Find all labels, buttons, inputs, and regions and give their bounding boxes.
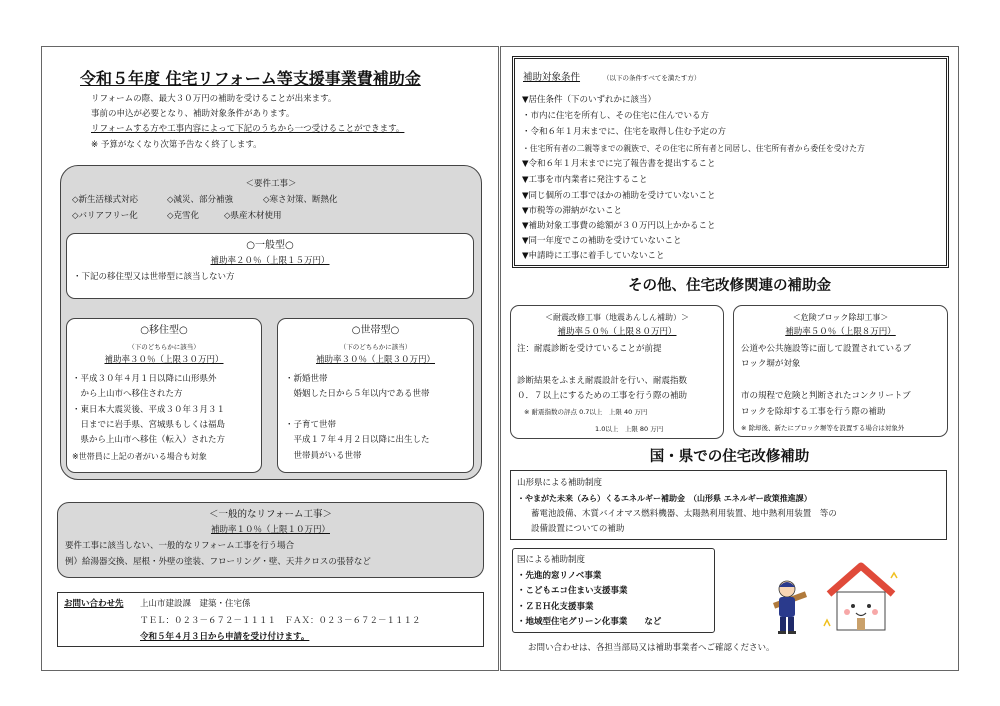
migration-line: ・平成３０年４月１日以降に山形県外	[72, 374, 217, 384]
intro-line-1: リフォームの際、最大３０万円の補助を受けることが出来ます。	[91, 94, 337, 104]
application-notice: 令和５年４月３日から申請を受け付けます。	[140, 632, 310, 642]
requirement-item: ◇減災、部分補強	[167, 195, 234, 205]
intro-line-3: リフォームする方や工事内容によって下記のうちから一つ受けることができます。	[91, 124, 405, 134]
migration-type-sub: （下のどちらかに該当）	[128, 343, 200, 351]
general-reform-line: 例）給湯器交換、屋根・外壁の塗装、フローリング・壁、天井クロスの張替など	[65, 557, 371, 567]
requirement-item: ◇県産木材使用	[224, 211, 282, 221]
national-item: ・こどもエコ住まい支援事業	[517, 586, 628, 596]
general-reform-rate: 補助率１０％（上限１０万円）	[210, 525, 330, 535]
condition-line: ▼工事を市内業者に発注すること	[522, 175, 648, 185]
prefecture-item: ・やまがた未来（みら）くるエネルギー補助金 （山形県 エネルギー政策推進課）	[517, 494, 812, 503]
condition-line: ▼同じ個所の工事でほかの補助を受けていないこと	[522, 191, 716, 201]
prefecture-heading: 山形県による補助制度	[517, 478, 603, 488]
condition-line: ▼令和６年１月末までに完了報告書を提出すること	[522, 159, 716, 169]
contact-phone: ＴＥＬ：０２３－６７２－１１１１ ＦＡＸ：０２３－６７２－１１１２	[140, 616, 421, 626]
seismic-rate: 補助率５０％（上限８０万円）	[557, 327, 677, 337]
requirements-heading: ＜要件工事＞	[245, 179, 297, 189]
household-type-sub: （下のどちらかに該当）	[339, 343, 412, 351]
prefecture-line: 蓄電池設備、木質バイオマス燃料機器、太陽熱利用装置、地中熱利用装置 等の	[531, 509, 837, 519]
migration-type-rate: 補助率３０％（上限３０万円）	[104, 355, 224, 365]
condition-line: ・令和６年１月末までに、住宅を取得し住む予定の方	[522, 127, 727, 137]
migration-line: から上山市へ移住された方	[72, 389, 183, 399]
household-line: 婚姻した日から５年以内である世帯	[285, 389, 430, 399]
requirement-item: ◇新生活様式対応	[72, 195, 139, 205]
migration-line: ・東日本大震災後、平成３０年３月３１	[72, 405, 226, 415]
general-type-title: ○一般型○	[246, 240, 294, 251]
prefecture-line: 設備設置についての補助	[531, 524, 625, 534]
intro-line-4: ※ 予算がなくなり次第予告なく終了します。	[91, 140, 262, 150]
intro-line-2: 事前の申込が必要となり、補助対象条件があります。	[91, 109, 295, 119]
national-item: ・ＺＥＨ化支援事業	[517, 602, 594, 612]
block-line: 公道や公共施設等に面して設置されているブ	[741, 344, 912, 354]
general-type-rate: 補助率２０％（上限１５万円）	[210, 256, 330, 266]
household-line: ・新婚世帯	[285, 374, 328, 384]
condition-line: ・市内に住宅を所有し、その住宅に住んでいる方	[522, 111, 710, 121]
seismic-note: 1.0以上 上限 80 万円	[595, 425, 664, 433]
household-type-rate: 補助率３０％（上限３０万円）	[315, 355, 435, 365]
contact-label: お問い合わせ先	[64, 599, 124, 609]
conditions-sub: （以下の条件すべてを満たす方）	[603, 74, 701, 82]
migration-line: 県から上山市へ移住（転入）された方	[72, 435, 226, 445]
general-type-line: ・下記の移住型又は世帯型に該当しない方	[73, 272, 235, 282]
national-item: ・先進的窓リノベ事業	[517, 571, 602, 581]
condition-line: ・住宅所有者の二親等までの親族で、その住宅に所有者と同居し、住宅所有者から委任を受けた方	[522, 144, 865, 153]
migration-line: 日までに岩手県、宮城県もしくは福島	[72, 420, 226, 430]
condition-line: ▼市税等の滞納がないこと	[522, 206, 623, 216]
block-rate: 補助率５０％（上限８万円）	[785, 327, 896, 337]
household-line: 平成１７年４月２日以降に出生した	[285, 435, 430, 445]
national-heading: 国による補助制度	[517, 555, 586, 565]
household-line: 世帯員がいる世帯	[285, 451, 362, 461]
requirement-item: ◇克雪化	[167, 211, 200, 221]
general-reform-line: 要件工事に該当しない、一般的なリフォーム工事を行う場合	[65, 541, 295, 551]
migration-line: ※世帯員に上記の者がいる場合も対象	[72, 452, 207, 461]
seismic-line: 注：耐震診断を受けていることが前提	[517, 344, 662, 354]
general-reform-title: ＜一般的なリフォーム工事＞	[208, 509, 333, 520]
condition-line: ▼申請時に工事に着手していないこと	[522, 251, 665, 261]
block-line: ロックを除却する工事を行う際の補助	[741, 407, 886, 417]
migration-type-title: ○移住型○	[140, 325, 188, 336]
seismic-line: 診断結果をふまえ耐震設計を行い、耐震指数	[517, 376, 688, 386]
conditions-title: 補助対象条件	[523, 72, 581, 83]
seismic-note: ※ 耐震指数の評点 0.7以上 上限 40 万円	[524, 408, 648, 416]
block-line: 市の規程で危険と判断されたコンクリートブ	[741, 391, 911, 401]
seismic-title: ＜耐震改修工事（地震あんしん補助）＞	[545, 313, 689, 322]
household-type-title: ○世帯型○	[351, 325, 400, 336]
national-item: ・地域型住宅グリーン化事業 など	[517, 617, 662, 627]
condition-line: ▼補助対象工事費の総額が３０万円以上かかること	[522, 221, 716, 231]
seismic-line: ０．７以上にするための工事を行う際の補助	[517, 391, 688, 401]
block-note: ※ 除却後、新たにブロック塀等を設置する場合は対象外	[741, 424, 905, 432]
page-title: 令和５年度 住宅リフォーム等支援事業費補助金	[80, 69, 421, 88]
carpenter-illustration	[767, 575, 812, 635]
condition-line: ▼同一年度でこの補助を受けていないこと	[522, 236, 682, 246]
contact-dept: 上山市建設課 建築・住宅係	[140, 599, 251, 609]
household-line: ・子育て世帯	[285, 420, 337, 430]
footer-note: お問い合わせは、各担当部局又は補助事業者へご確認ください。	[528, 643, 775, 653]
national-subsidies-title: 国・県での住宅改修補助	[649, 449, 810, 465]
block-title: ＜危険ブロック除却工事＞	[792, 313, 889, 322]
house-illustration	[821, 556, 901, 636]
block-line: ロック塀が対象	[741, 359, 801, 369]
condition-line: ▼居住条件（下のいずれかに該当）	[522, 95, 657, 105]
requirement-item: ◇寒さ対策、断熱化	[263, 195, 338, 205]
requirement-item: ◇バリアフリー化	[72, 211, 138, 221]
other-subsidies-title: その他、住宅改修関連の補助金	[628, 278, 831, 294]
